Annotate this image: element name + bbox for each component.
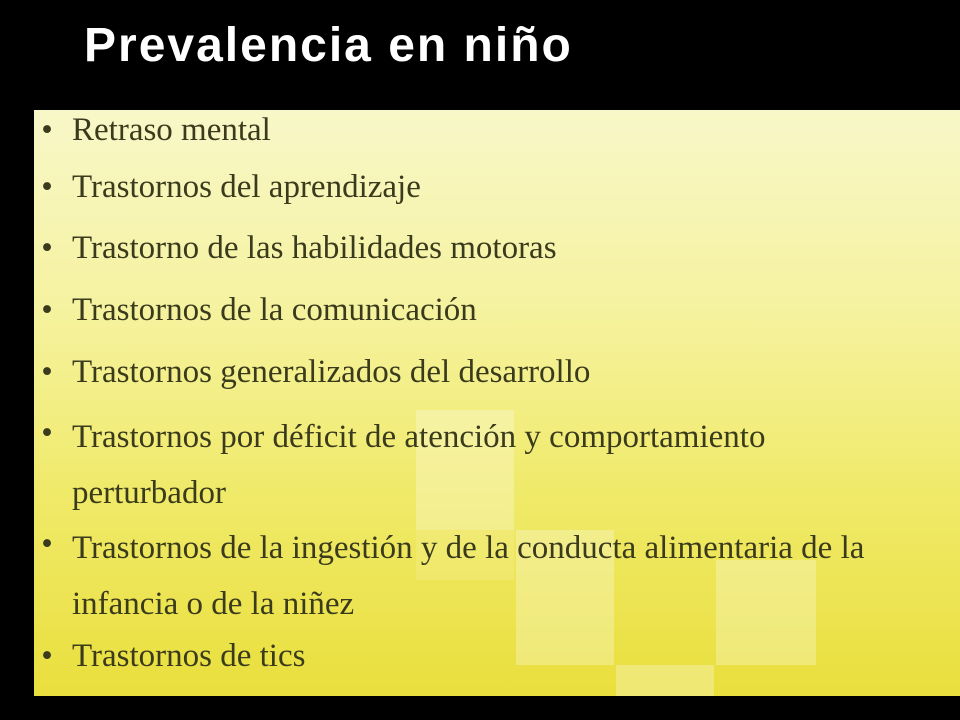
bullet-icon: • (41, 354, 53, 390)
list-item-text: Trastornos generalizados del desarrollo (72, 354, 591, 390)
list-item-text: Retraso mental (72, 112, 271, 148)
bullet-icon: • (41, 112, 53, 148)
list-item-text: Trastornos de tics (72, 638, 306, 674)
bullet-icon: • (41, 230, 53, 266)
list-item (34, 163, 934, 211)
bullet-icon: • (41, 169, 53, 205)
content-panel (34, 110, 960, 696)
bullet-icon: • (41, 638, 53, 674)
list-item-text: Trastornos del aprendizaje (72, 169, 421, 205)
list-item (34, 632, 934, 680)
slide-title: Prevalencia en niño (84, 19, 573, 72)
bullet-icon: • (41, 526, 53, 562)
list-item-text: Trastornos de la comunicación (72, 292, 477, 328)
bullet-icon: • (41, 292, 53, 328)
list-item (34, 110, 934, 154)
list-item-text: Trastornos por déficit de atención y comportamiento perturbador (72, 419, 766, 511)
list-item (34, 348, 934, 396)
list-item-text: Trastornos de la ingestión y de la conducta alimentaria de la infancia o de la niñez (72, 530, 865, 622)
list-item (34, 409, 934, 521)
list-item-text: Trastorno de las habilidades motoras (72, 230, 557, 266)
list-item (34, 520, 934, 632)
list-item (34, 224, 934, 272)
list-item (34, 286, 934, 334)
bullet-icon: • (41, 415, 53, 451)
